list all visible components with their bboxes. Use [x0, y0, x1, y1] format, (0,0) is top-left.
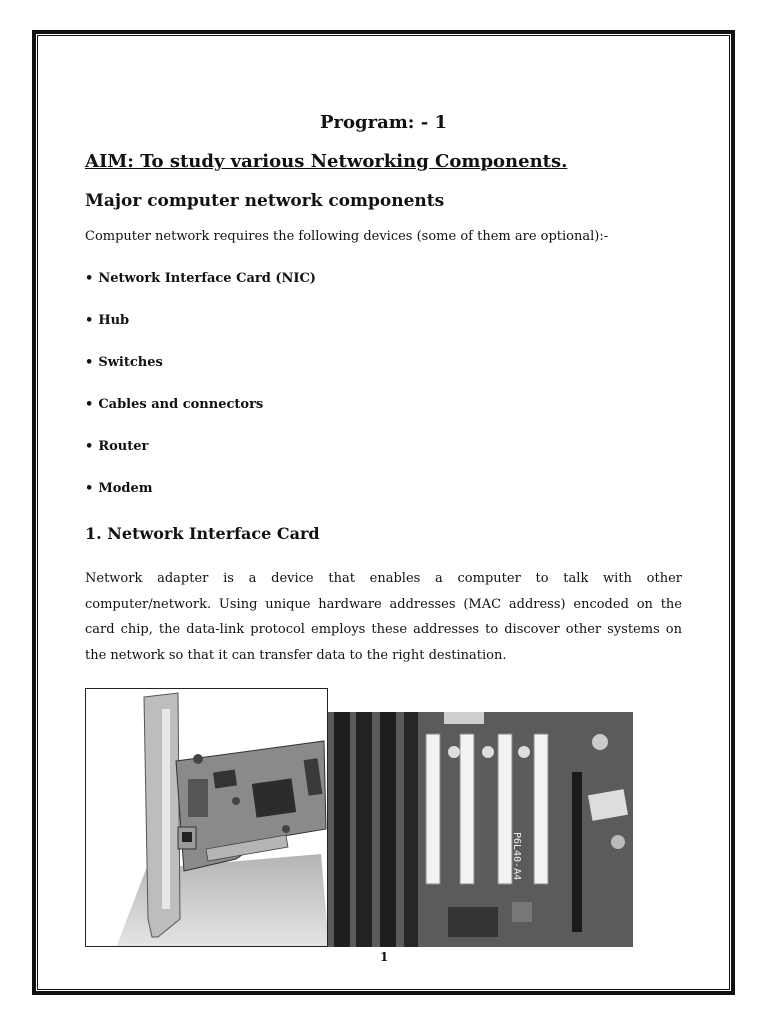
motherboard-slots-image	[328, 712, 633, 947]
component-list	[85, 270, 316, 522]
bullet-mark: •	[85, 439, 94, 454]
section-heading: Major computer network components	[85, 191, 445, 211]
bullet-mark: •	[85, 481, 94, 496]
list-item-label: Router	[98, 439, 149, 454]
list-item-label: Hub	[98, 313, 130, 328]
nic-card-image	[85, 688, 328, 947]
aim-heading: AIM: To study various Networking Components.	[85, 151, 568, 172]
list-item-label: Cables and connectors	[98, 397, 264, 412]
list-item	[85, 312, 316, 354]
bullet-mark: •	[85, 397, 94, 412]
list-item-label: Modem	[98, 481, 153, 496]
nic-paragraph: Network adapter is a device that enables a computer to talk with other computer/network. Using unique hardware addresses (MAC address) encoded on the card chip, the data-link protocol employs these addresses to discover other systems on the network so that it can transfer data to the right destination.	[85, 571, 682, 663]
intro-text: Computer network requires the following devices (some of them are optional):-	[85, 229, 609, 244]
board-label: P6L40-A4	[511, 832, 522, 881]
bullet-mark: •	[85, 313, 94, 328]
list-item	[85, 396, 316, 438]
page-number: 1	[380, 950, 389, 964]
list-item	[85, 354, 316, 396]
list-item	[85, 480, 316, 522]
list-item-label: Switches	[98, 355, 163, 370]
program-title: Program: - 1	[320, 112, 447, 133]
list-item-label: Network Interface Card (NIC)	[98, 271, 316, 286]
list-item	[85, 270, 316, 312]
bullet-mark: •	[85, 271, 94, 286]
bullet-mark: •	[85, 355, 94, 370]
list-item	[85, 438, 316, 480]
nic-subheading: 1. Network Interface Card	[85, 524, 320, 543]
